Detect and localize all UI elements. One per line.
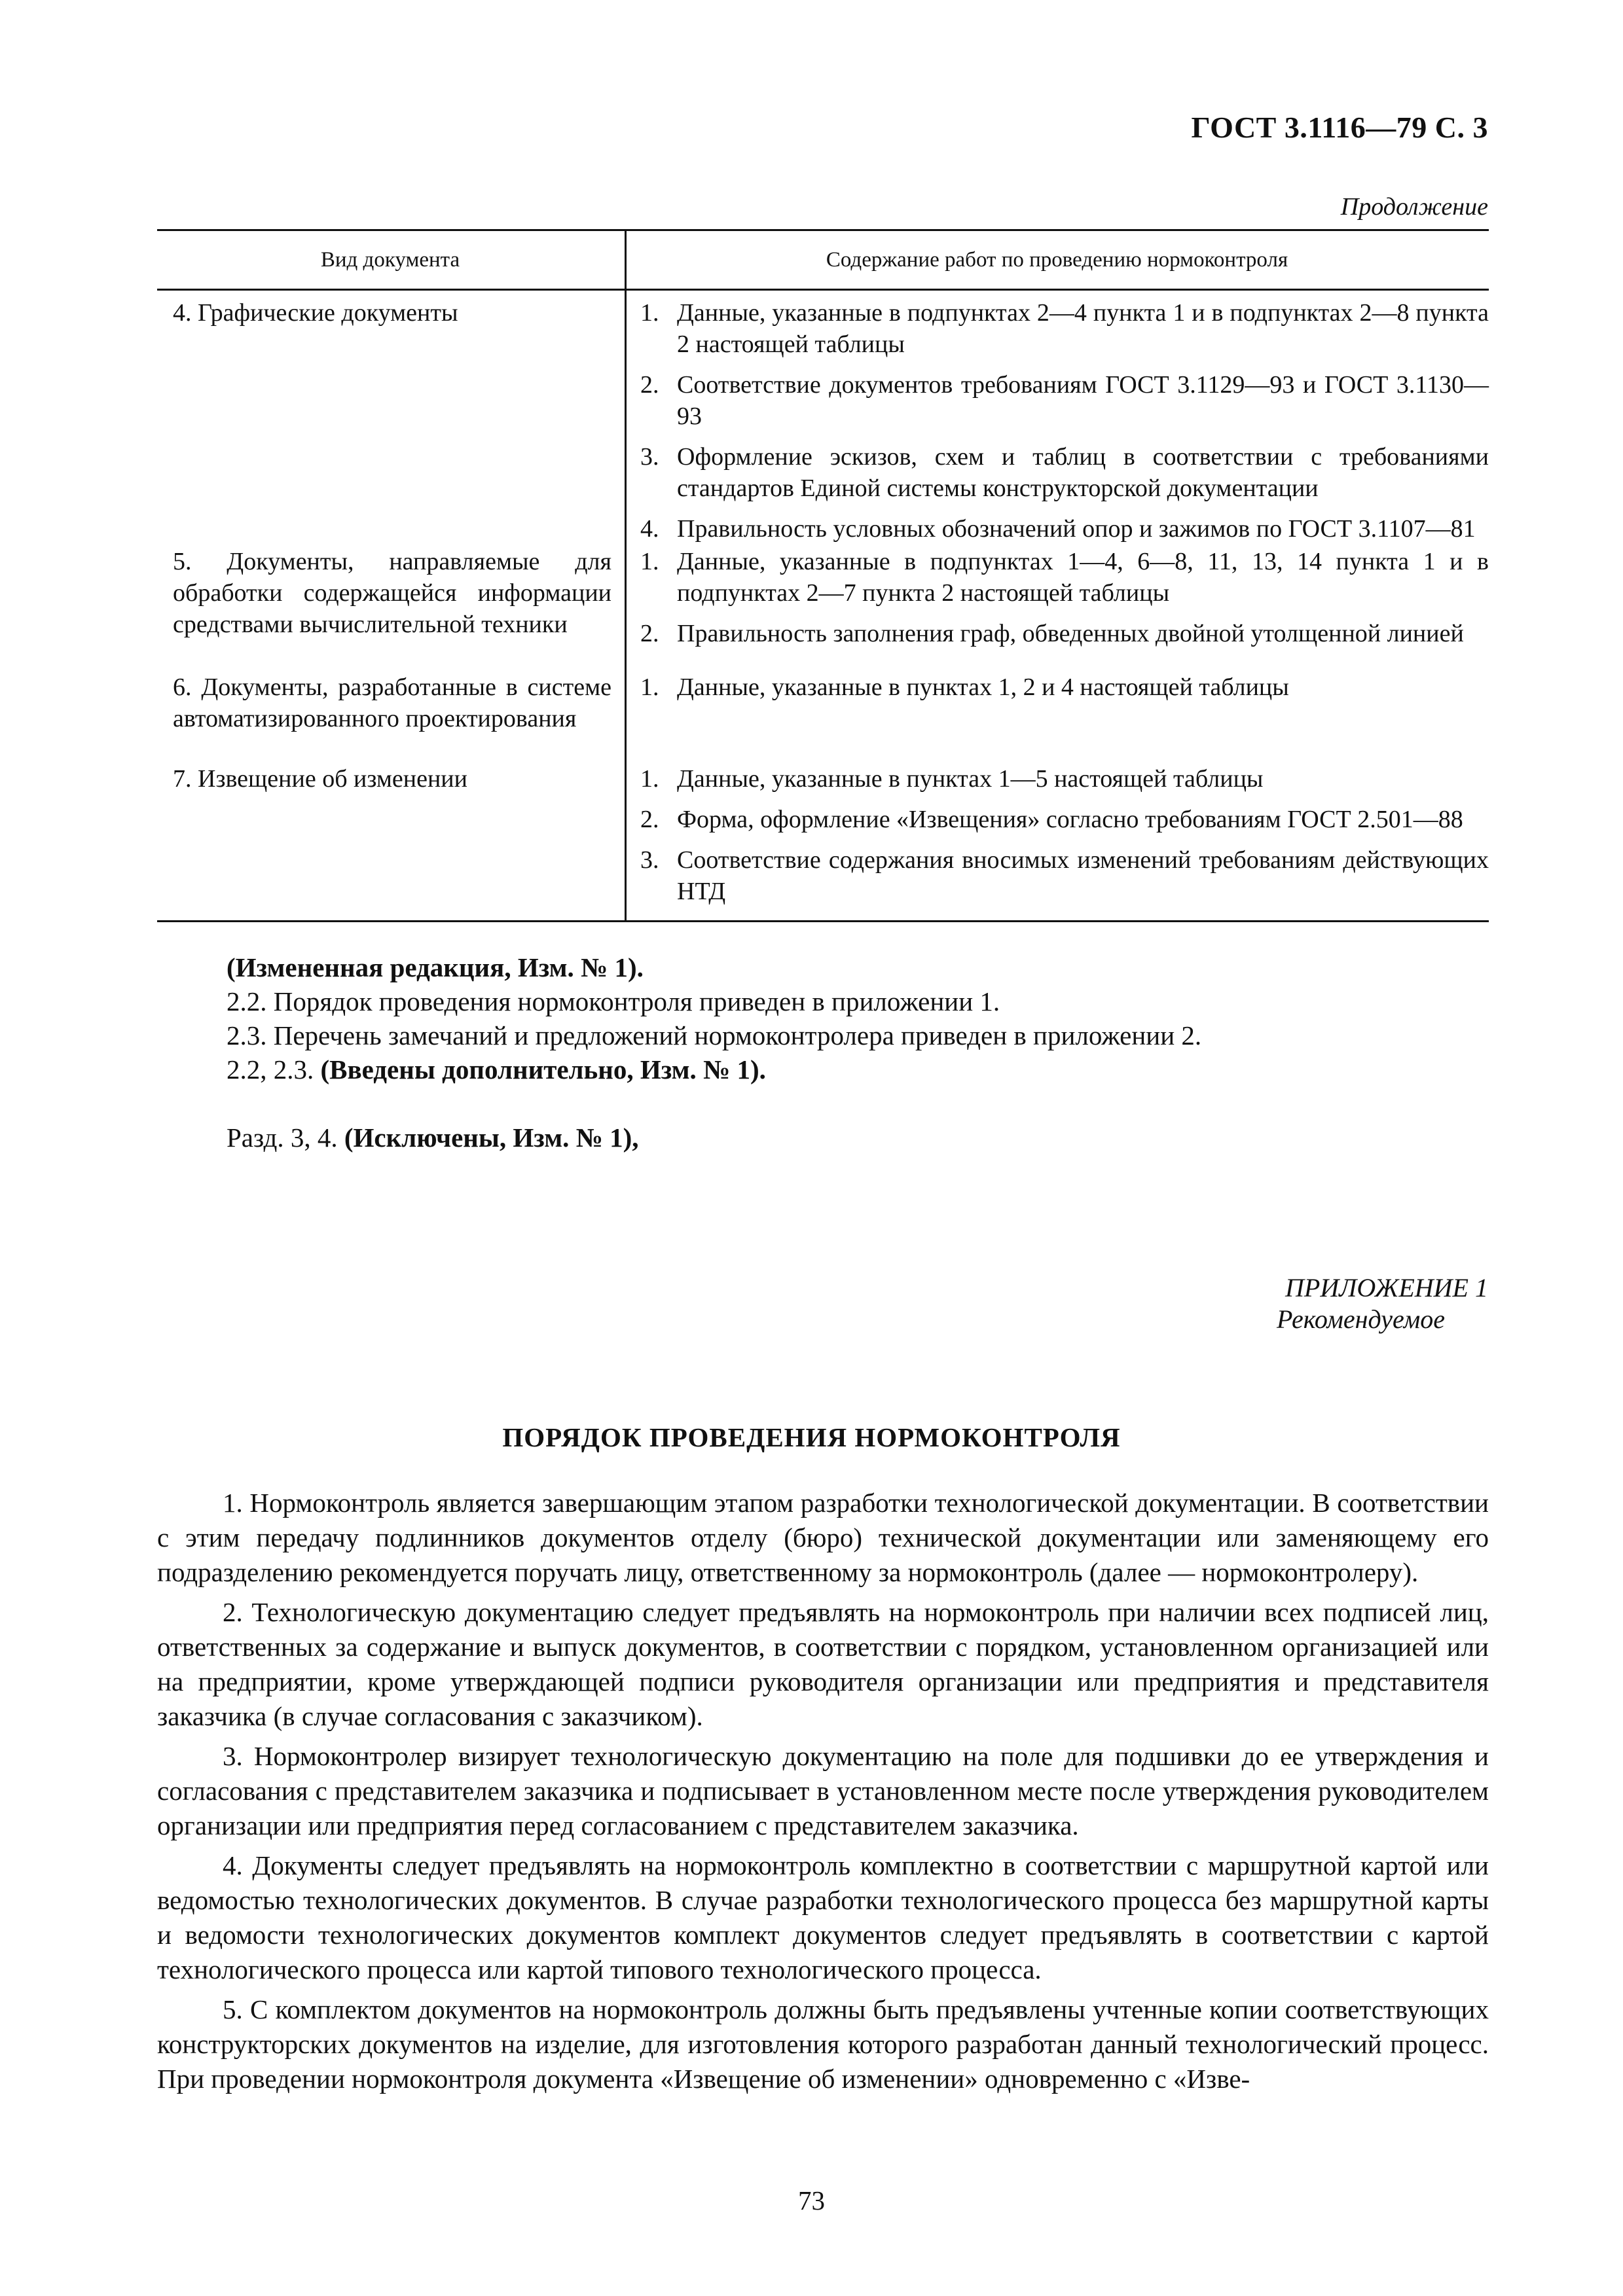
standard-header: ГОСТ 3.1116—79 С. 3 xyxy=(1191,111,1488,144)
excluded-sections-note: Разд. 3, 4. (Исключены, Изм. № 1), xyxy=(227,1122,639,1153)
note-2-2: 2.2. Порядок проведения нормоконтроля приведен в приложении 1. xyxy=(227,986,1000,1016)
column-header-document-type: Вид документа xyxy=(320,248,460,272)
table-bottom-rule xyxy=(157,920,1489,922)
work-content-cell xyxy=(640,672,1489,712)
work-item: 1. Данные, указанные в пунктах 1, 2 и 4 настоящей таблицы xyxy=(640,673,1289,701)
work-item: 3. Оформление эскизов, схем и таблиц в соответствии с требованиями стандартов Единой системы конструкторской документации xyxy=(640,443,1489,502)
introduced-note: 2.2, 2.3. (Введены дополнительно, Изм. № 1). xyxy=(227,1054,766,1085)
appendix-subtitle: Рекомендуемое xyxy=(1276,1304,1445,1334)
document-type-cell: 4. Графические документы xyxy=(173,299,458,327)
work-item: 4. Правильность условных обозначений опор и зажимов по ГОСТ 3.1107—81 xyxy=(640,515,1476,543)
column-header-work-content: Содержание работ по проведению нормоконтроля xyxy=(826,248,1288,272)
work-item: 2. Правильность заполнения граф, обведенных двойной утолщенной линией xyxy=(640,620,1464,647)
work-item: 2. Форма, оформление «Извещения» согласно требованиям ГОСТ 2.501—88 xyxy=(640,806,1463,833)
document-type-cell: 5. Документы, направляемые для обработки содержащейся информации средствами вычислительной техники xyxy=(173,548,611,638)
appendix-title: ПРИЛОЖЕНИЕ 1 xyxy=(1285,1273,1488,1302)
document-type-cell: 6. Документы, разработанные в системе автоматизированного проектирования xyxy=(173,673,611,732)
procedure-text xyxy=(157,1486,1489,2102)
revised-edition-note: (Измененная редакция, Изм. № 1). xyxy=(227,952,644,982)
page-number: 73 xyxy=(798,2185,825,2215)
revision-notes xyxy=(227,950,1470,1155)
norm-control-table xyxy=(157,229,1489,905)
paragraph: 2. Технологическую документацию следует предъявлять на нормоконтроль при наличии всех подписей лиц, ответственных за содержание и выпуск документов, в соответствии с порядком, установленном организацией или на предприятии, кроме утверждающей подписи руководителя организации или предприятия и представителя заказчика (в случае согласования с заказчиком). xyxy=(157,1597,1489,1731)
appendix-label xyxy=(1277,1272,1488,1335)
work-item: 1. Данные, указанные в подпунктах 1—4, 6—8, 11, 13, 14 пункта 1 и в подпунктах 2—7 пункта 2 настоящей таблицы xyxy=(640,548,1489,607)
paragraph: 4. Документы следует предъявлять на нормоконтроль комплектно в соответствии с маршрутной картой или ведомостью технологических документов. В случае разработки технологического процесса без маршрутной карты и ведомости технологических документов комплект документов следует предъявлять в соответствии с картой технологического процесса или картой типового технологического процесса. xyxy=(157,1850,1489,1984)
work-content-cell xyxy=(640,546,1489,658)
note-2-3: 2.3. Перечень замечаний и предложений нормоконтролера приведен в приложении 2. xyxy=(227,1020,1202,1050)
continuation-label: Продолжение xyxy=(1340,193,1488,221)
work-content-cell xyxy=(640,297,1489,554)
paragraph: 5. С комплектом документов на нормоконтроль должны быть предъявлены учтенные копии соответствующих конструкторских документов на изделие, для изготовления которого разработан данный технологический процесс. При проведении нормоконтроля документа «Извещение об изменении» одновременно с «Изве- xyxy=(157,1994,1489,2094)
column-divider xyxy=(625,229,627,920)
work-content-cell xyxy=(640,763,1489,916)
table-header xyxy=(157,229,1489,291)
paragraph: 1. Нормоконтроль является завершающим этапом разработки технологической документации. В соответствии с этим передачу подлинников документов отделу (бюро) технической документации или заменяющему его подразделению рекомендуется поручать лицу, ответственному за нормоконтроль (далее — нормоконтролеру). xyxy=(157,1488,1489,1587)
paragraph: 3. Нормоконтролер визирует технологическую документацию на поле для подшивки до ее утверждения и согласования с представителем заказчика и подписывает в установленном месте после утверждения руководителем организации или предприятия перед согласованием с представителем заказчика. xyxy=(157,1741,1489,1840)
work-item: 1. Данные, указанные в пунктах 1—5 настоящей таблицы xyxy=(640,765,1264,793)
work-item: 1. Данные, указанные в подпунктах 2—4 пункта 1 и в подпунктах 2—8 пункта 2 настоящей таблицы xyxy=(640,299,1489,358)
work-item: 2. Соответствие документов требованиям ГОСТ 3.1129—93 и ГОСТ 3.1130—93 xyxy=(640,371,1489,430)
work-item: 3. Соответствие содержания вносимых изменений требованиям действующих НТД xyxy=(640,846,1489,905)
section-title: ПОРЯДОК ПРОВЕДЕНИЯ НОРМОКОНТРОЛЯ xyxy=(502,1422,1121,1452)
document-type-cell: 7. Извещение об изменении xyxy=(173,765,467,793)
